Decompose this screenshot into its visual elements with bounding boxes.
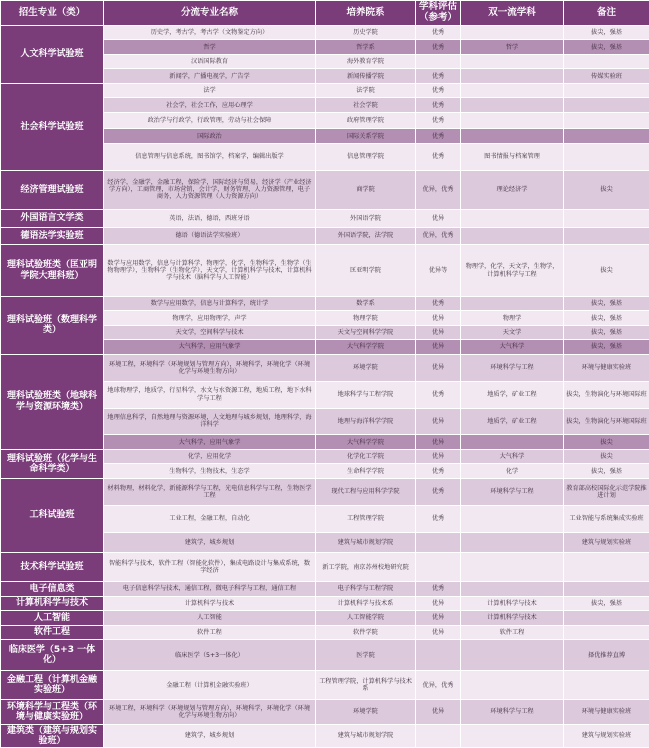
double-first-class-cell [461, 69, 564, 83]
category-cell: 理科试验班（数理科学类） [1, 296, 104, 354]
major-cell: 建筑学，城乡规划 [104, 724, 316, 747]
evaluation-cell [416, 724, 461, 747]
double-first-class-cell [461, 532, 564, 553]
table-row [1, 26, 649, 40]
evaluation-cell: 优异等 [416, 245, 461, 297]
double-first-class-cell: 地质学，矿业工程 [461, 408, 564, 435]
major-cell: 建筑学，城乡规划 [104, 532, 316, 553]
department-cell: 外国语学院 [316, 210, 416, 228]
note-cell: 拔尖，强基 [564, 596, 649, 610]
major-cell: 工业工程，金融工程，自动化 [104, 505, 316, 532]
note-cell: 拔尖，强基 [564, 311, 649, 325]
evaluation-cell [416, 532, 461, 553]
major-cell: 天文学，空间科学与技术 [104, 325, 316, 339]
table-row [1, 700, 649, 725]
category-cell: 德语法学实验班 [1, 227, 104, 245]
major-cell: 人工智能 [104, 611, 316, 625]
major-cell: 临床医学（5+3一体化） [104, 640, 316, 671]
department-cell: 生命科学学院 [316, 464, 416, 478]
major-cell: 材料物理，材料化学，新能源科学与工程，光电信息科学与工程，生物医学工程 [104, 478, 316, 505]
table-row [1, 625, 649, 639]
double-first-class-cell [461, 553, 564, 582]
major-cell: 国际政治 [104, 129, 316, 143]
category-cell: 外国语言文学类 [1, 210, 104, 228]
category-cell: 人工智能 [1, 611, 104, 625]
evaluation-cell: 优秀 [416, 505, 461, 532]
table-row [1, 245, 649, 297]
evaluation-cell: 优异 [416, 449, 461, 463]
category-cell: 环境科学与工程类（环境与健康实验班） [1, 700, 104, 725]
note-cell: 拔尖，强基 [564, 340, 649, 354]
note-cell [564, 98, 649, 112]
double-first-class-cell [461, 582, 564, 596]
note-cell: 传媒实验班 [564, 69, 649, 83]
note-cell [564, 54, 649, 68]
double-first-class-cell: 环境科学与工程 [461, 354, 564, 381]
department-cell: 大气科学学院 [316, 340, 416, 354]
table-row [1, 478, 649, 505]
major-cell: 新闻学，广播电视学，广告学 [104, 69, 316, 83]
evaluation-cell: 优秀 [416, 478, 461, 505]
major-cell: 政治学与行政学，行政管理，劳动与社会保障 [104, 112, 316, 129]
note-cell: 工业智能与系统集成实验班 [564, 505, 649, 532]
department-cell: 商学院 [316, 170, 416, 209]
major-cell: 数学与应用数学，信息与计算科学，统计学 [104, 296, 316, 310]
evaluation-cell: 优异，优秀 [416, 170, 461, 209]
evaluation-cell: 优异 [416, 625, 461, 639]
department-cell: 政府管理学院 [316, 112, 416, 129]
note-cell [564, 671, 649, 700]
department-cell: 外国语学院，法学院 [316, 227, 416, 245]
note-cell: 拔尖，强基 [564, 26, 649, 40]
evaluation-cell: 优秀 [416, 83, 461, 97]
major-cell: 法学 [104, 83, 316, 97]
major-cell: 金融工程（计算机金融实验班） [104, 671, 316, 700]
department-cell: 信息管理学院 [316, 143, 416, 170]
note-cell: 教育部高校国际化示范学院推进计划 [564, 478, 649, 505]
note-cell: 拔尖，强基 [564, 464, 649, 478]
table-row [1, 553, 649, 582]
category-cell: 理科试验班类（地球科学与资源环境类） [1, 354, 104, 449]
major-cell: 英语，法语，德语，西班牙语 [104, 210, 316, 228]
department-cell: 大气科学学院 [316, 435, 416, 449]
evaluation-cell: 优秀 [416, 129, 461, 143]
evaluation-cell: 优异 [416, 435, 461, 449]
evaluation-cell: 优秀 [416, 40, 461, 54]
evaluation-cell: 优异 [416, 596, 461, 610]
department-cell: 环境学院 [316, 700, 416, 725]
double-first-class-cell [461, 640, 564, 671]
evaluation-cell: 优异 [416, 408, 461, 435]
note-cell [564, 582, 649, 596]
major-cell: 环境工程，环境科学（环境规划与管理方向），环境科学，环境化学（环境化学与环境生物方向） [104, 354, 316, 381]
category-cell: 软件工程 [1, 625, 104, 639]
double-first-class-cell: 地质学，矿业工程 [461, 381, 564, 408]
category-cell: 计算机科学与技术 [1, 596, 104, 610]
major-cell: 智能科学与技术，软件工程（智能化软件），集成电路设计与集成系统，数字经济 [104, 553, 316, 582]
major-cell: 数学与应用数学，信息与计算科学，物理学，化学，生物科学，生物学（生物物理学），生物科学（生物化学），天文学，计算机科学与技术，计算机科学与技术（脑科学与人工智能） [104, 245, 316, 297]
double-first-class-cell: 软件工程 [461, 625, 564, 639]
double-first-class-cell: 天文学 [461, 325, 564, 339]
note-cell [564, 129, 649, 143]
note-cell: 拔尖，生物演化与环境国际班 [564, 381, 649, 408]
table-row [1, 671, 649, 700]
note-cell [564, 611, 649, 625]
department-cell: 化学化工学院 [316, 449, 416, 463]
double-first-class-cell [461, 83, 564, 97]
double-first-class-cell [461, 435, 564, 449]
note-cell: 拔尖，强基 [564, 325, 649, 339]
evaluation-cell: 优秀 [416, 582, 461, 596]
evaluation-cell: 优秀 [416, 464, 461, 478]
double-first-class-cell: 哲学 [461, 40, 564, 54]
double-first-class-cell: 环境科学与工程 [461, 478, 564, 505]
table-row [1, 296, 649, 310]
note-cell: 拔尖，生物演化与环境国际班 [564, 408, 649, 435]
double-first-class-cell: 化学 [461, 464, 564, 478]
double-first-class-cell: 环境科学与工程 [461, 700, 564, 725]
category-cell: 经济管理试验班 [1, 170, 104, 209]
header-row [1, 1, 649, 26]
department-cell: 海外教育学院 [316, 54, 416, 68]
header-major: 分流专业名称 [104, 1, 316, 26]
department-cell: 历史学院 [316, 26, 416, 40]
double-first-class-cell: 图书情报与档案管理 [461, 143, 564, 170]
department-cell: 工程管理学院 [316, 505, 416, 532]
category-cell: 社会科学试验班 [1, 83, 104, 170]
evaluation-cell: 优秀 [416, 381, 461, 408]
major-cell: 地理信息科学，自然地理与资源环境，人文地理与城乡规划，地理科学，海洋科学 [104, 408, 316, 435]
double-first-class-cell [461, 296, 564, 310]
double-first-class-cell [461, 210, 564, 228]
department-cell: 工程管理学院，计算机科学与技术系 [316, 671, 416, 700]
evaluation-cell: 优异 [416, 700, 461, 725]
category-cell: 工科试验班 [1, 478, 104, 552]
department-cell: 计算机科学与技术系 [316, 596, 416, 610]
note-cell [564, 83, 649, 97]
note-cell: 拔尖，强基 [564, 40, 649, 54]
evaluation-cell: 优秀 [416, 143, 461, 170]
evaluation-cell: 优秀 [416, 112, 461, 129]
department-cell: 环境学院 [316, 354, 416, 381]
major-cell: 德语（德语法学实验班） [104, 227, 316, 245]
department-cell: 新闻传播学院 [316, 69, 416, 83]
double-first-class-cell [461, 227, 564, 245]
evaluation-cell: 优异 [416, 354, 461, 381]
note-cell: 拔尖 [564, 245, 649, 297]
table-row [1, 354, 649, 381]
department-cell: 软件学院 [316, 625, 416, 639]
evaluation-cell: 优异 [416, 210, 461, 228]
note-cell: 拔尖，强基 [564, 296, 649, 310]
department-cell: 建筑与城市规划学院 [316, 724, 416, 747]
table-row [1, 724, 649, 747]
major-cell: 生物科学，生物技术，生态学 [104, 464, 316, 478]
major-cell: 社会学，社会工作，应用心理学 [104, 98, 316, 112]
major-cell: 大气科学，应用气象学 [104, 340, 316, 354]
double-first-class-cell: 物理学 [461, 311, 564, 325]
major-cell: 软件工程 [104, 625, 316, 639]
table-row [1, 582, 649, 596]
department-cell: 地理与海洋科学学院 [316, 408, 416, 435]
double-first-class-cell: 物理学，化学，天文学，生物学，计算机科学与工程 [461, 245, 564, 297]
category-cell: 金融工程（计算机金融实验班） [1, 671, 104, 700]
header-department: 培养院系 [316, 1, 416, 26]
note-cell [564, 227, 649, 245]
table-row [1, 227, 649, 245]
category-cell: 理科试验班类（匡亚明学院大理科班） [1, 245, 104, 297]
department-cell: 匡亚明学院 [316, 245, 416, 297]
major-cell: 物理学，应用物理学，声学 [104, 311, 316, 325]
department-cell: 法学院 [316, 83, 416, 97]
table-row [1, 83, 649, 97]
table-row [1, 611, 649, 625]
evaluation-cell: 优秀 [416, 26, 461, 40]
note-cell [564, 553, 649, 582]
note-cell: 环境与健康实验班 [564, 354, 649, 381]
evaluation-cell [416, 54, 461, 68]
note-cell: 拔尖 [564, 435, 649, 449]
major-cell: 电子信息科学与技术，通信工程，微电子科学与工程，通信工程 [104, 582, 316, 596]
major-cell: 地球物理学，地质学，行星科学，水文与水资源工程，地质工程，地下水科学与工程 [104, 381, 316, 408]
double-first-class-cell [461, 129, 564, 143]
note-cell: 环境与健康实验班 [564, 700, 649, 725]
major-cell: 汉语国际教育 [104, 54, 316, 68]
department-cell: 新工学院，南京苏州校地研究院 [316, 553, 416, 582]
major-cell: 信息管理与信息系统，图书馆学，档案学，编辑出版学 [104, 143, 316, 170]
major-cell: 经济学，金融学，金融工程，保险学，国际经济与贸易，经济学（产业经济学方向），工商管理，市场营销，会计学，财务管理，人力资源管理，电子商务，人力资源管理（人力资源方向） [104, 170, 316, 209]
table-row [1, 210, 649, 228]
evaluation-cell [416, 553, 461, 582]
evaluation-cell: 优秀 [416, 98, 461, 112]
department-cell: 电子科学与工程学院 [316, 582, 416, 596]
header-note: 备注 [564, 1, 649, 26]
note-cell [564, 210, 649, 228]
header-double-first-class: 双一流学科 [461, 1, 564, 26]
category-cell: 人文科学试验班 [1, 26, 104, 84]
department-cell: 哲学系 [316, 40, 416, 54]
double-first-class-cell [461, 505, 564, 532]
major-cell: 历史学，考古学，考古学（文物鉴定方向） [104, 26, 316, 40]
category-cell: 临床医学（5+3 一体化） [1, 640, 104, 671]
double-first-class-cell [461, 54, 564, 68]
double-first-class-cell [461, 98, 564, 112]
double-first-class-cell: 计算机科学与技术 [461, 611, 564, 625]
note-cell [564, 625, 649, 639]
header-category: 招生专业（类） [1, 1, 104, 26]
table-body [1, 26, 649, 748]
evaluation-cell: 优秀 [416, 296, 461, 310]
evaluation-cell: 优秀 [416, 69, 461, 83]
double-first-class-cell: 大气科学 [461, 449, 564, 463]
double-first-class-cell [461, 724, 564, 747]
note-cell: 拔尖 [564, 449, 649, 463]
major-cell: 哲学 [104, 40, 316, 54]
evaluation-cell: 优异，优秀 [416, 227, 461, 245]
table-row [1, 449, 649, 463]
evaluation-cell: 优异，优秀 [416, 671, 461, 700]
table-row [1, 596, 649, 610]
department-cell: 人工智能学院 [316, 611, 416, 625]
major-cell: 计算机科学与技术 [104, 596, 316, 610]
note-cell: 拔尖 [564, 170, 649, 209]
note-cell [564, 112, 649, 129]
major-cell: 化学，应用化学 [104, 449, 316, 463]
department-cell: 数学系 [316, 296, 416, 310]
evaluation-cell: 优异 [416, 340, 461, 354]
category-cell: 电子信息类 [1, 582, 104, 596]
table-row [1, 170, 649, 209]
department-cell: 现代工程与应用科学学院 [316, 478, 416, 505]
double-first-class-cell [461, 112, 564, 129]
header-evaluation: 学科评估（参考） [416, 1, 461, 26]
double-first-class-cell [461, 671, 564, 700]
evaluation-cell: 优异 [416, 325, 461, 339]
double-first-class-cell: 计算机科学与技术 [461, 596, 564, 610]
note-cell: 择优推荐直博 [564, 640, 649, 671]
double-first-class-cell [461, 26, 564, 40]
table-row [1, 640, 649, 671]
category-cell: 技术科学试验班 [1, 553, 104, 582]
department-cell: 地球科学与工程学院 [316, 381, 416, 408]
evaluation-cell: 优异 [416, 311, 461, 325]
note-cell [564, 143, 649, 170]
evaluation-cell: 优异 [416, 611, 461, 625]
category-cell: 理科试验班（化学与生命科学类） [1, 449, 104, 478]
double-first-class-cell: 大气科学 [461, 340, 564, 354]
department-cell: 天文与空间科学学院 [316, 325, 416, 339]
department-cell: 社会学院 [316, 98, 416, 112]
department-cell: 物理学院 [316, 311, 416, 325]
department-cell: 医学院 [316, 640, 416, 671]
double-first-class-cell: 理论经济学 [461, 170, 564, 209]
department-cell: 建筑与城市规划学院 [316, 532, 416, 553]
note-cell: 建筑与规划实验班 [564, 724, 649, 747]
major-cell: 大气科学，应用气象学 [104, 435, 316, 449]
department-cell: 国际关系学院 [316, 129, 416, 143]
category-cell: 建筑类（建筑与规划实验班） [1, 724, 104, 747]
major-cell: 环境工程，环境科学（环境规划与管理方向），环境科学，环境化学（环境化学与环境生物方向） [104, 700, 316, 725]
note-cell: 建筑与规划实验班 [564, 532, 649, 553]
evaluation-cell [416, 640, 461, 671]
